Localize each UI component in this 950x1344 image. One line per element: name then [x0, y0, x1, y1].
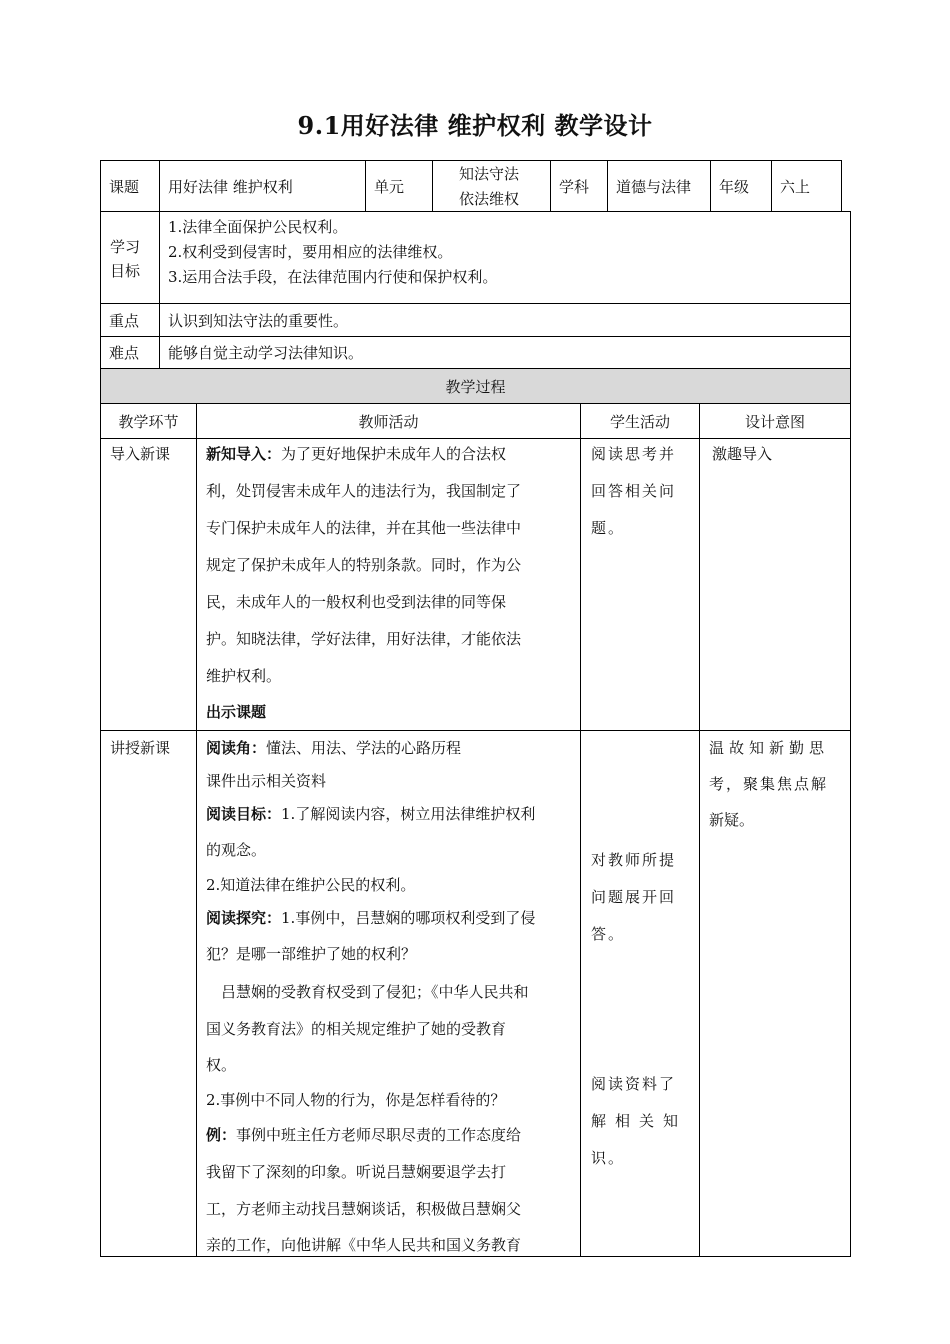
row1-stage: 导入新课 [110, 445, 171, 463]
reading-goal-label: 阅读目标： [206, 805, 282, 823]
subject-label: 学科 [550, 160, 608, 212]
row1-stage-cell [100, 438, 197, 731]
reading-angle-label: 阅读角： [206, 739, 267, 757]
goals-list [159, 211, 851, 304]
row2-student-cell: 对教师所提 问题展开回 答。 阅读资料了 解相关知 识。 [580, 730, 700, 1257]
new-knowledge-label: 新知导入： [206, 445, 282, 463]
show-topic-label: 出示课题 [206, 703, 267, 721]
document-title: 9.1用好法律 维护权利 教学设计 [297, 111, 653, 140]
process-title: 教学过程 [100, 368, 851, 404]
grade-value: 六上 [771, 160, 842, 212]
goal-item: 1.法律全面保护公民权利。 [168, 218, 348, 236]
goals-label: 学习 目标 [100, 211, 160, 304]
column-header-intent: 设计意图 [699, 403, 851, 439]
row1-student-cell: 阅读思考并 回答相关问 题。 [580, 438, 700, 731]
row2-stage-cell [100, 730, 197, 1257]
key-point-value: 认识到知法守法的重要性。 [159, 303, 851, 337]
row2-stage: 讲授新课 [110, 739, 171, 757]
row2-intent-cell: 温故知新勤思 考，聚集焦点解 新疑。 [699, 730, 851, 1257]
topic-label: 课题 [100, 160, 160, 212]
difficulty-value: 能够自觉主动学习法律知识。 [159, 336, 851, 369]
topic-value: 用好法律 维护权利 [159, 160, 366, 212]
row2-teacher-cell: 阅读角：懂法、用法、学法的心路历程 课件出示相关资料 阅读目标：1.了解阅读内容，树立用法律维护权利 的观念。 2.知道法律在维护公民的权利。 阅读探究：1.事例中，吕慧娴的哪项权利受到了侵 犯？是哪一部维护了她的权利？ 吕慧娴的受教育权受到了侵犯；《中华人民共和 国义务教育法》的相关规定维护了她的受教育 权。 2.事例中不同人物的行为，你是怎样看待的？ 例：事例中班主任方老师尽职尽责的工作态度给 我留下了深刻的印象。听说吕慧娴要退学去打 工，方老师主动找吕慧娴谈话，积极做吕慧娴父 亲的工作，向他讲解《中华人民共和国义务教育 [196, 730, 581, 1257]
unit-value: 知法守法 依法维权 [432, 160, 551, 212]
key-point-label: 重点 [100, 303, 160, 337]
example-label: 例： [206, 1126, 237, 1144]
reading-explore-label: 阅读探究： [206, 909, 282, 927]
row1-teacher-cell: 新知导入：为了更好地保护未成年人的合法权 利，处罚侵害未成年人的违法行为，我国制定了 专门保护未成年人的法律，并在其他一些法律中 规定了保护未成年人的特别条款。同时，作为公 民，未成年人的一般权利也受到法律的同等保 护。知晓法律，学好法律，用好法律，才能依法 维护权利。 出示课题 [196, 438, 581, 731]
row1-intent-cell: 激趣导入 [699, 438, 851, 731]
goal-item: 3.运用合法手段，在法律范围内行使和保护权利。 [168, 268, 498, 286]
column-header-student: 学生活动 [580, 403, 700, 439]
subject-value: 道德与法律 [607, 160, 711, 212]
column-header-teacher: 教师活动 [196, 403, 581, 439]
column-header-stage: 教学环节 [100, 403, 197, 439]
difficulty-label: 难点 [100, 336, 160, 369]
goal-item: 2.权利受到侵害时，要用相应的法律维权。 [168, 243, 453, 261]
grade-label: 年级 [710, 160, 772, 212]
unit-label: 单元 [365, 160, 433, 212]
